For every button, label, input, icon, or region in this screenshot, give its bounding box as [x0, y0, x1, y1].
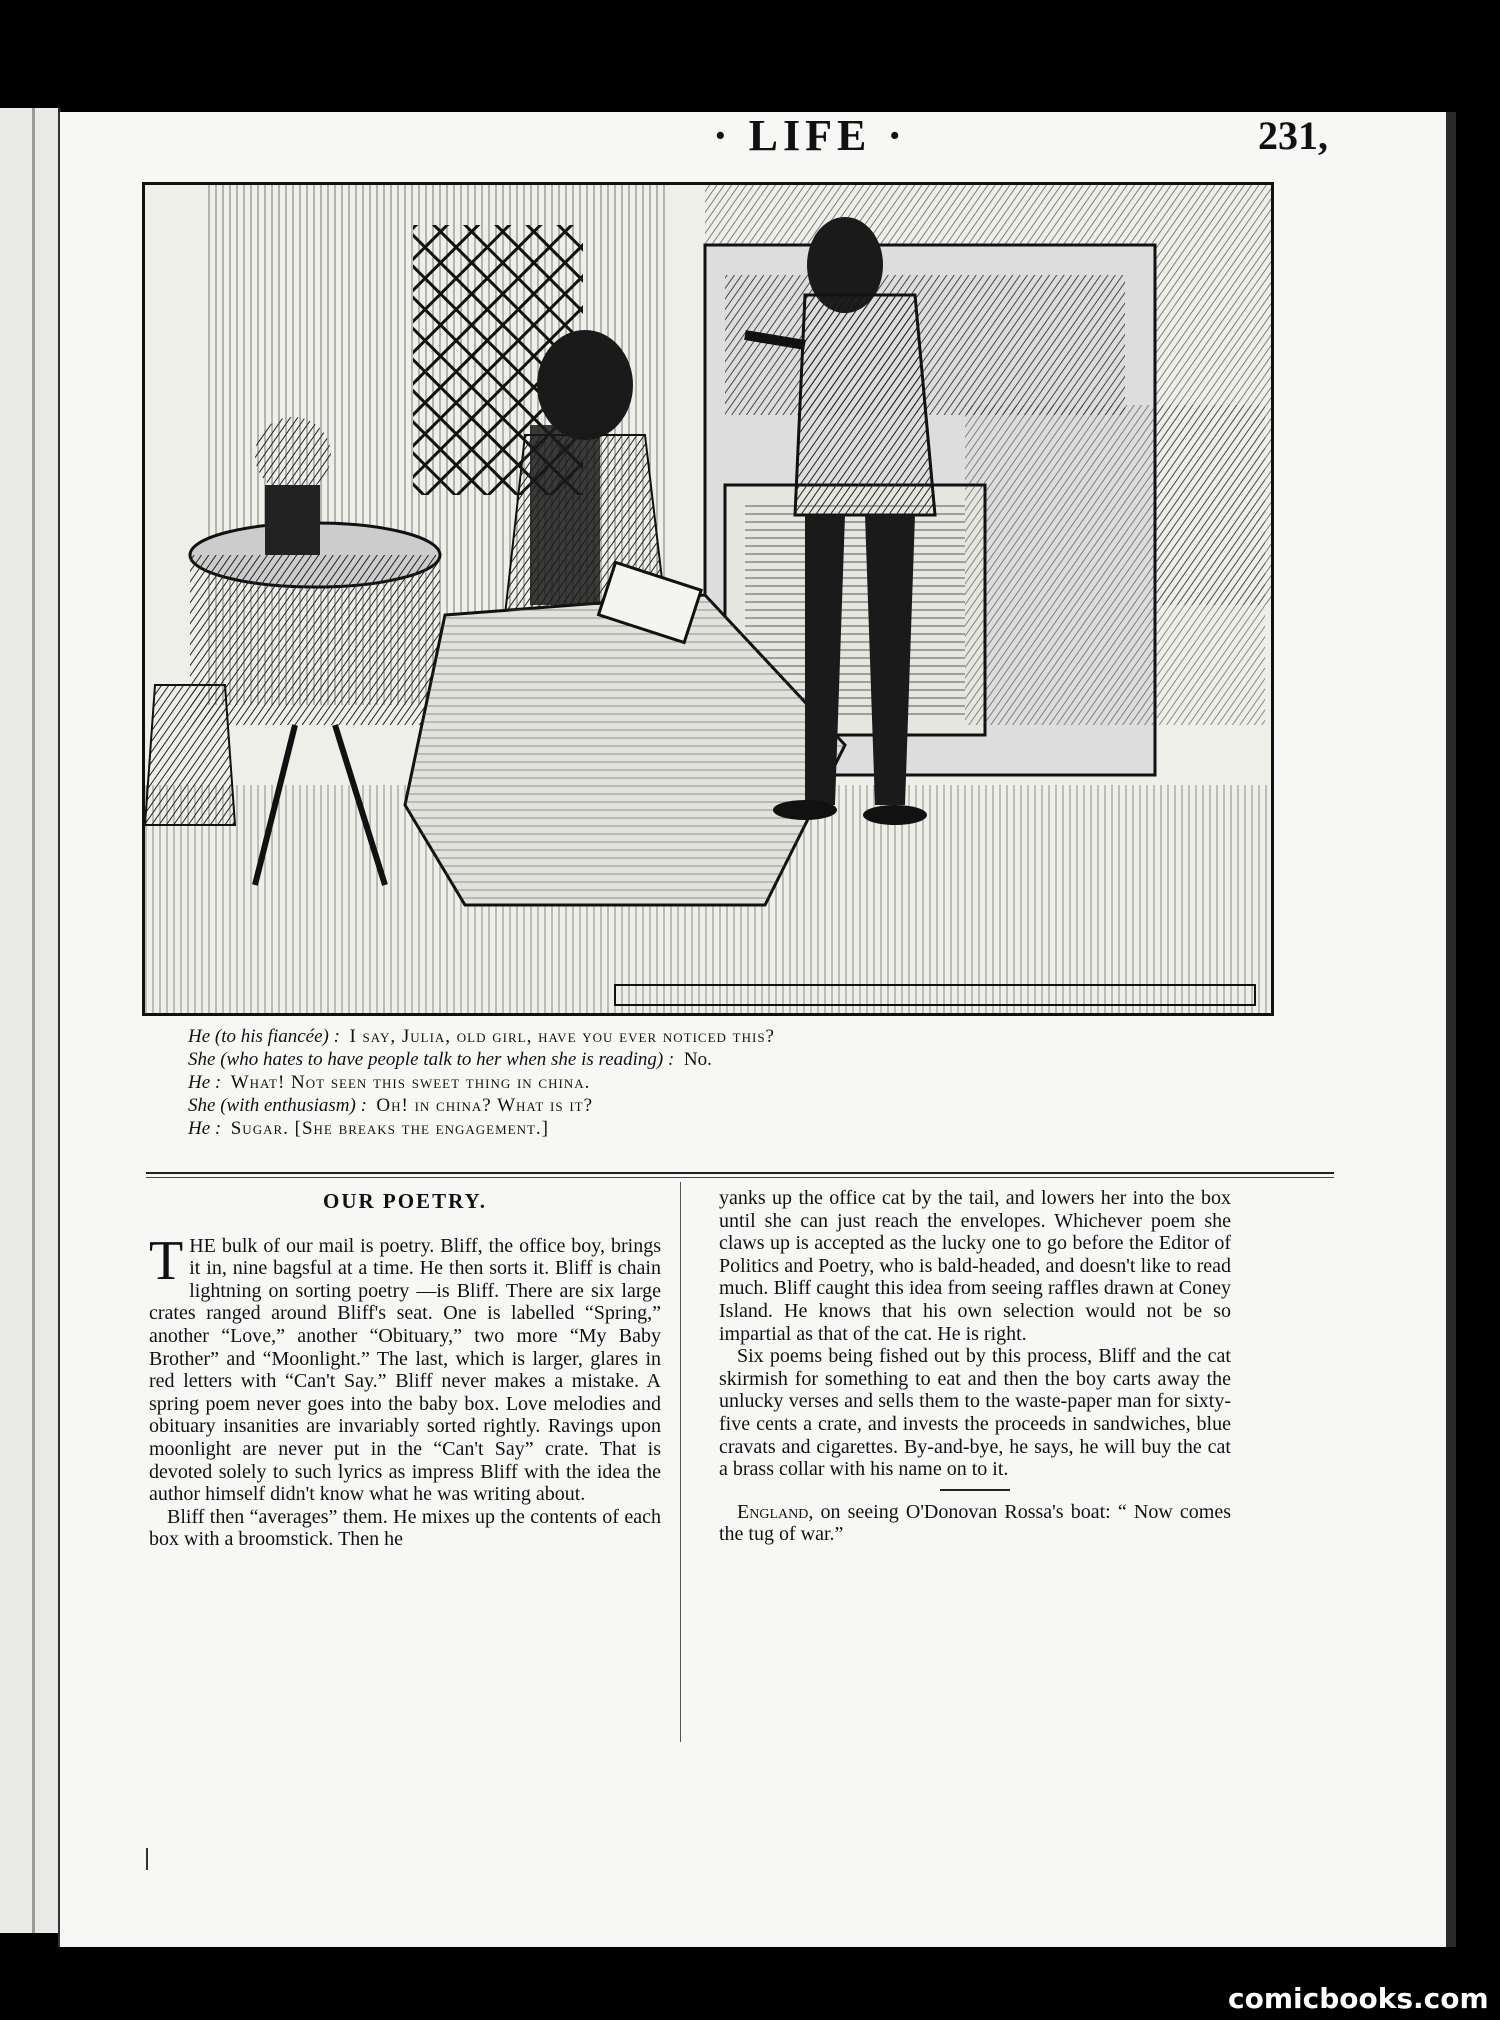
speaker: She	[188, 1095, 216, 1116]
caption-line	[188, 1094, 1088, 1117]
dialogue: No.	[683, 1049, 712, 1070]
cartoon-caption	[188, 1025, 1088, 1140]
article-paragraph: Six poems being fished out by this process, Bliff and the cat skirmish for something to eat and then the boy carts away the unlucky verses and sells them to the waste-paper man for sixty-five cents a crate, and invests the proceeds in sandwiches, blue cravats and cigarettes. By-and-bye, he says, he will buy the cat a brass collar with his name on to it.	[719, 1345, 1231, 1481]
article-paragraph: yanks up the office cat by the tail, and lowers her into the box until she can just reach the envelopes. Whichever poem she claws up is accepted as the lucky one to go before the Editor of Politics and Poetry, who is bald-headed, and doesn't like to read much. Bliff caught this idea from seeing raffles drawn at Coney Island. He knows that his own selection would not be so impartial as that of the cat. He is right.	[719, 1187, 1231, 1345]
stage-direction: (who hates to have people talk to her when she is reading) :	[220, 1049, 675, 1070]
speaker: He	[188, 1072, 211, 1093]
dialogue: I say, Julia, old girl, have you ever noticed this?	[349, 1026, 775, 1047]
caption-line	[188, 1117, 1088, 1140]
stage-direction: :	[214, 1072, 222, 1093]
column-divider	[680, 1182, 681, 1742]
speaker: He	[188, 1026, 211, 1047]
masthead: · LIFE ·	[712, 111, 908, 160]
article-paragraph: THE bulk of our mail is poetry. Bliff, the office boy, brings it in, nine bagsful at a time. He then sorts it. Bliff is chain lightning on sorting poetry —is Bliff. There are six large crates ranged around Bliff's seat. One is labelled “Spring,” another “Love,” another “Obituary,” two more “My Baby Brother” and “Moonlight.” The last, which is larger, glares in red letters with “Can't Say.” Bliff never makes a mistake. A spring poem never goes into the baby box. Love melodies and obituary insanities are invariably sorted rightly. Ravings upon moonlight are never put in the “Can't Say” crate. That is devoted solely to such lyrics as impress Bliff with the idea the author himself didn't know what he was writing about.	[149, 1229, 661, 1506]
article-paragraph: Bliff then “averages” them. He mixes up the contents of each box with a broomstick. Then he	[149, 1505, 661, 1551]
page-shadow	[1446, 112, 1456, 1947]
stage-direction: (to his fiancée) :	[214, 1026, 340, 1047]
section-rule	[146, 1172, 1334, 1174]
cartoon-illustration	[142, 182, 1274, 1016]
short-divider	[940, 1489, 1010, 1491]
article-right-column	[719, 1187, 1231, 1546]
stage-direction: :	[214, 1118, 222, 1139]
caption-line	[188, 1048, 1088, 1071]
facing-page-edge	[0, 108, 61, 1933]
caption-line	[188, 1071, 1088, 1094]
drop-cap: T	[149, 1229, 184, 1292]
stage-direction: (with enthusiasm) :	[220, 1095, 367, 1116]
page-number: 231,	[1258, 113, 1328, 158]
dialogue: What! Not seen this sweet thing in china.	[230, 1072, 591, 1093]
article-left-column	[149, 1182, 661, 1551]
dialogue: Sugar. [She breaks the engagement.]	[230, 1118, 550, 1139]
page-mark	[146, 1848, 148, 1870]
speaker: She	[188, 1049, 216, 1070]
caption-line	[188, 1025, 1088, 1048]
dialogue: Oh! in china? What is it?	[376, 1095, 594, 1116]
section-rule-thin	[146, 1177, 1334, 1178]
squib-paragraph	[719, 1501, 1231, 1546]
article-title: OUR POETRY.	[322, 1189, 487, 1213]
squib-text: on seeing O'Donovan Rossa's boat: “ Now comes the tug of war.”	[719, 1500, 1232, 1546]
speaker: He	[188, 1118, 211, 1139]
watermark: comicbooks.com	[1228, 1982, 1489, 2015]
squib-lead: England,	[737, 1500, 814, 1523]
